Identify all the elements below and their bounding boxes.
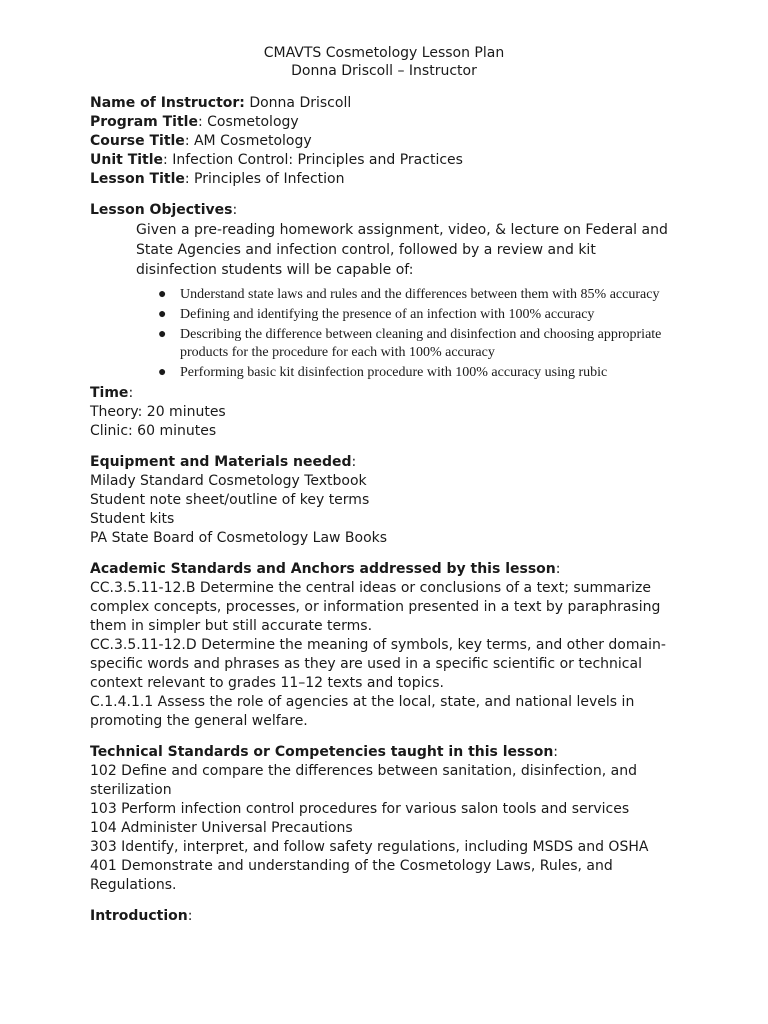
equipment-item: Student kits [90, 511, 175, 527]
bullet-icon: ● [158, 327, 167, 342]
bullet-icon: ● [158, 287, 167, 302]
time-heading [90, 384, 678, 403]
objectives-heading [90, 201, 678, 220]
list-item-text: Describing the difference between cleaning and disinfection and choosing appropriate products for the procedure for each with 100% accuracy [180, 327, 662, 360]
section-label: Equipment and Materials needed [90, 454, 352, 470]
field-value: : AM Cosmetology [184, 133, 312, 149]
list-item [158, 306, 678, 324]
section-colon: : [232, 202, 238, 218]
equipment-heading [90, 453, 678, 472]
technical-standard-item: 303 Identify, interpret, and follow safety regulations, including MSDS and OSHA [90, 839, 649, 855]
technical-standards-heading [90, 743, 678, 762]
objectives-intro: Given a pre-reading homework assignment, video, & lecture on Federal and State Agencies and infection control, followed by a review and kit disinfection students will be capable of: [136, 222, 668, 278]
technical-standard-item: 102 Define and compare the differences between sanitation, disinfection, and sterilization [90, 763, 637, 798]
equipment-item: PA State Board of Cosmetology Law Books [90, 530, 388, 546]
section-colon: : [128, 385, 134, 401]
lesson-info-block [90, 94, 678, 189]
instructor-field [90, 94, 678, 113]
academic-standard-item: C.1.4.1.1 Assess the role of agencies at the local, state, and national levels in promoting the general welfare. [90, 694, 635, 729]
section-colon: : [553, 744, 559, 760]
section-label: Technical Standards or Competencies taught in this lesson [90, 744, 554, 760]
section-label: Time [90, 385, 129, 401]
introduction-heading [90, 907, 678, 926]
document-header [90, 44, 678, 80]
document-subtitle: Donna Driscoll – Instructor [291, 63, 477, 79]
academic-standard-item: CC.3.5.11-12.B Determine the central ideas or conclusions of a text; summarize complex concepts, processes, or information presented in a text by paraphrasing them in simpler but still accurate terms. [90, 580, 661, 634]
field-label: Name of Instructor: [90, 95, 245, 111]
program-title-field [90, 113, 678, 132]
academic-standards-section [90, 560, 678, 731]
unit-title-field [90, 151, 678, 170]
section-colon: : [555, 561, 561, 577]
list-item [158, 364, 678, 382]
document-title: CMAVTS Cosmetology Lesson Plan [263, 45, 505, 61]
technical-standard-item: 401 Demonstrate and understanding of the Cosmetology Laws, Rules, and Regulations. [90, 858, 613, 893]
course-title-field [90, 132, 678, 151]
equipment-section [90, 453, 678, 548]
introduction-section [90, 907, 678, 926]
field-label: Program Title [90, 114, 198, 130]
list-item [158, 326, 678, 362]
time-theory: Theory: 20 minutes [90, 404, 226, 420]
list-item-text: Understand state laws and rules and the differences between them with 85% accuracy [180, 287, 660, 302]
bullet-icon: ● [158, 307, 167, 322]
section-label: Lesson Objectives [90, 202, 233, 218]
field-value: : Principles of Infection [184, 171, 345, 187]
academic-standard-item: CC.3.5.11-12.D Determine the meaning of symbols, key terms, and other domain-specific words and phrases as they are used in a specific scientific or technical context relevant to grades 11–12 texts and topics. [90, 637, 666, 691]
technical-standards-section [90, 743, 678, 895]
time-clinic: Clinic: 60 minutes [90, 423, 217, 439]
objectives-section [90, 201, 678, 382]
list-item-text: Performing basic kit disinfection procedure with 100% accuracy using rubic [180, 365, 608, 380]
equipment-item: Student note sheet/outline of key terms [90, 492, 370, 508]
field-value: : Cosmetology [197, 114, 299, 130]
equipment-item: Milady Standard Cosmetology Textbook [90, 473, 367, 489]
field-value: : Infection Control: Principles and Practices [163, 152, 463, 168]
section-label: Introduction [90, 908, 188, 924]
field-label: Course Title [90, 133, 185, 149]
bullet-icon: ● [158, 365, 167, 380]
technical-standard-item: 103 Perform infection control procedures for various salon tools and services [90, 801, 630, 817]
technical-standard-item: 104 Administer Universal Precautions [90, 820, 353, 836]
section-label: Academic Standards and Anchors addressed by this lesson [90, 561, 556, 577]
field-label: Unit Title [90, 152, 164, 168]
section-colon: : [351, 454, 357, 470]
field-label: Lesson Title [90, 171, 185, 187]
academic-standards-heading [90, 560, 678, 579]
section-colon: : [187, 908, 193, 924]
objectives-list [90, 286, 678, 382]
field-value: Donna Driscoll [244, 95, 352, 111]
time-section [90, 384, 678, 441]
lesson-title-field [90, 170, 678, 189]
list-item-text: Defining and identifying the presence of an infection with 100% accuracy [180, 307, 595, 322]
list-item [158, 286, 678, 304]
